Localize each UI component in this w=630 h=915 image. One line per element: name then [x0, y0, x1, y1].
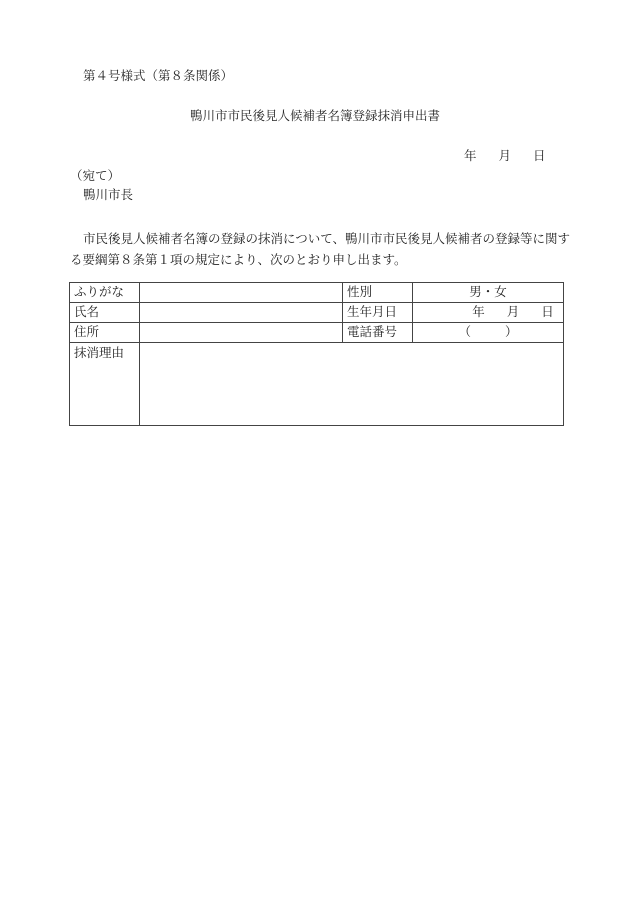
phone-close-paren: ） — [505, 324, 518, 340]
birth-year-label: 年 — [472, 304, 485, 320]
furigana-label: ふりがな — [70, 283, 140, 303]
addressee-name: 鴨川市長 — [83, 187, 134, 202]
application-form-table — [69, 282, 564, 426]
furigana-field[interactable] — [140, 283, 343, 303]
date-line — [464, 150, 546, 163]
name-field[interactable] — [140, 303, 343, 323]
birth-month-label: 月 — [506, 304, 520, 320]
birth-day-label: 日 — [541, 304, 554, 320]
body-text: 市民後見人候補者名簿の登録の抹消について、鴨川市市民後見人候補者の登録等に関する要綱第８条第１項の規定により、次のとおり申し出ます。 — [70, 231, 571, 267]
birth-date-label: 生年月日 — [343, 303, 413, 323]
table-row — [70, 303, 564, 323]
date-month-label: 月 — [498, 148, 512, 163]
date-year-label: 年 — [464, 148, 477, 163]
form-number: 第４号様式（第８条関係） — [83, 68, 234, 83]
table-row — [70, 283, 564, 303]
reason-label: 抹消理由 — [70, 343, 140, 426]
reason-field[interactable] — [140, 343, 564, 426]
gender-label: 性別 — [343, 283, 413, 303]
gender-field[interactable]: 男・女 — [413, 283, 564, 303]
address-field[interactable] — [140, 323, 343, 343]
phone-open-paren: （ — [458, 324, 471, 340]
document-title: 鴨川市市民後見人候補者名簿登録抹消申出書 — [189, 108, 440, 123]
date-day-label: 日 — [533, 148, 546, 163]
phone-field[interactable] — [413, 323, 564, 343]
address-label: 住所 — [70, 323, 140, 343]
table-row — [70, 343, 564, 426]
birth-date-field[interactable] — [413, 303, 564, 323]
name-label: 氏名 — [70, 303, 140, 323]
phone-label: 電話番号 — [343, 323, 413, 343]
addressee-label: （宛て） — [70, 168, 121, 183]
table-row — [70, 323, 564, 343]
